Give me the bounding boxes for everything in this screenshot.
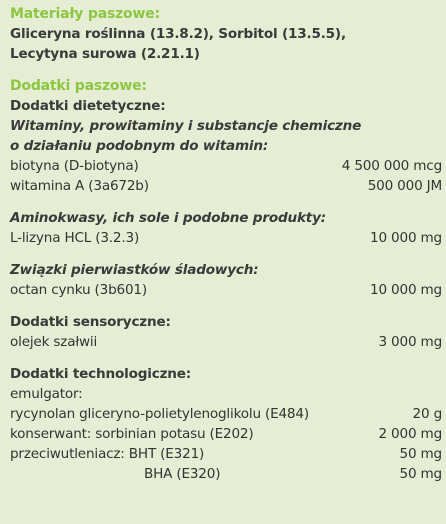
ingredient-row xyxy=(10,464,442,484)
materials-line-1: Gliceryna roślinna (13.8.2), Sorbitol (13.5.5), xyxy=(10,26,346,42)
ingredient-row xyxy=(10,228,442,248)
ingredient-value: 4 500 000 mcg xyxy=(341,158,442,174)
ingredient-name: przeciwutleniacz: BHT (E321) xyxy=(10,446,205,462)
ingredient-value: 10 000 mg xyxy=(370,230,442,246)
ingredient-row xyxy=(10,156,442,176)
ingredient-name: octan cynku (3b601) xyxy=(10,282,147,298)
ingredient-name: biotyna (D-biotyna) xyxy=(10,158,139,174)
emulsifier-label: emulgator: xyxy=(10,386,83,402)
ingredient-row xyxy=(10,404,442,424)
ingredient-row xyxy=(10,332,442,352)
ingredient-row xyxy=(10,444,442,464)
additives-heading: Dodatki paszowe: xyxy=(10,78,147,94)
dietary-heading: Dodatki dietetyczne: xyxy=(10,98,166,114)
ingredient-name: L-lizyna HCL (3.2.3) xyxy=(10,230,140,246)
trace-heading: Związki pierwiastków śladowych: xyxy=(10,262,259,278)
ingredient-value: 20 g xyxy=(412,406,442,422)
ingredient-row xyxy=(10,280,442,300)
technological-heading: Dodatki technologiczne: xyxy=(10,366,192,382)
materials-line-2: Lecytyna surowa (2.21.1) xyxy=(10,46,200,62)
ingredient-row xyxy=(10,176,442,196)
ingredient-value: 2 000 mg xyxy=(378,426,442,442)
ingredient-name: konserwant: sorbinian potasu (E202) xyxy=(10,426,254,442)
materials-heading: Materiały paszowe: xyxy=(10,6,160,22)
ingredient-row xyxy=(10,424,442,444)
ingredient-name: olejek szałwii xyxy=(10,334,98,350)
amino-heading: Aminokwasy, ich sole i podobne produkty: xyxy=(10,210,327,226)
feed-label-composition xyxy=(10,0,442,484)
ingredient-name: BHA (E320) xyxy=(144,466,221,482)
ingredient-value: 500 000 JM xyxy=(367,178,442,194)
sensory-heading: Dodatki sensoryczne: xyxy=(10,314,171,330)
ingredient-value: 50 mg xyxy=(399,466,442,482)
ingredient-value: 50 mg xyxy=(399,446,442,462)
dietary-subheading-1: Witaminy, prowitaminy i substancje chemiczne xyxy=(10,118,362,134)
ingredient-value: 3 000 mg xyxy=(378,334,442,350)
ingredient-value: 10 000 mg xyxy=(370,282,442,298)
ingredient-name: witamina A (3a672b) xyxy=(10,178,149,194)
dietary-subheading-2: o działaniu podobnym do witamin: xyxy=(10,138,269,154)
ingredient-name: rycynolan gliceryno-polietylenoglikolu (E484) xyxy=(10,406,309,422)
